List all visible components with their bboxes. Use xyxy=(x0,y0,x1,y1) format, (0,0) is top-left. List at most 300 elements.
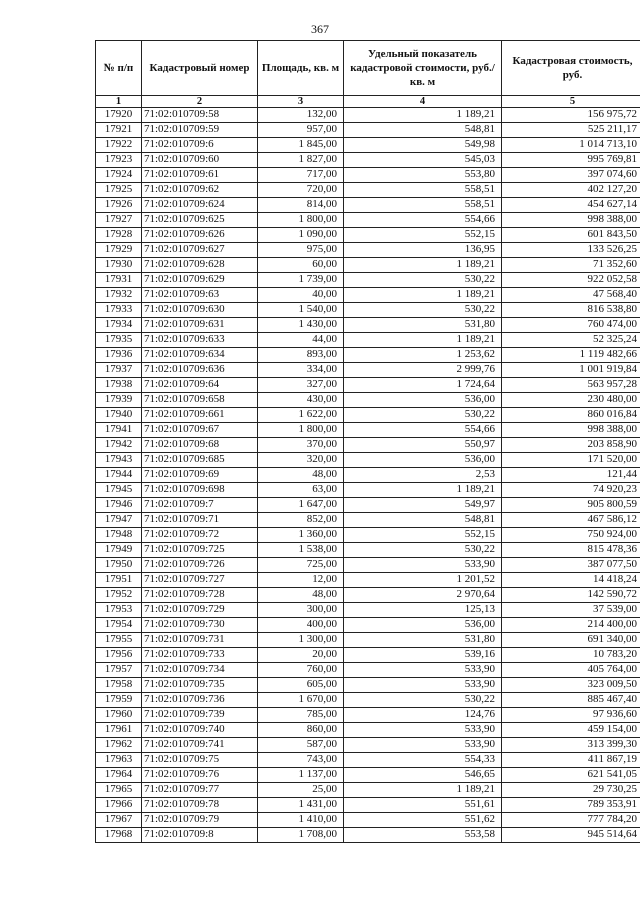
row-number-cell: 17954 xyxy=(96,618,142,633)
specific-value-cell: 1 189,21 xyxy=(344,783,502,798)
row-number-cell: 17966 xyxy=(96,798,142,813)
row-number-cell: 17932 xyxy=(96,288,142,303)
specific-value-cell: 536,00 xyxy=(344,618,502,633)
specific-value-cell: 124,76 xyxy=(344,708,502,723)
table-row xyxy=(96,828,640,843)
table-row xyxy=(96,513,640,528)
area-cell: 20,00 xyxy=(258,648,344,663)
cadastral-number-cell: 71:02:010709:78 xyxy=(142,798,258,813)
cadastral-number-cell: 71:02:010709:628 xyxy=(142,258,258,273)
cadastral-number-cell: 71:02:010709:61 xyxy=(142,168,258,183)
table-row xyxy=(96,108,640,123)
specific-value-cell: 552,15 xyxy=(344,228,502,243)
cadastral-number-cell: 71:02:010709:60 xyxy=(142,153,258,168)
specific-value-cell: 536,00 xyxy=(344,393,502,408)
cadastral-value-cell: 525 211,17 xyxy=(502,123,640,138)
specific-value-cell: 125,13 xyxy=(344,603,502,618)
cadastral-number-cell: 71:02:010709:636 xyxy=(142,363,258,378)
cadastral-number-cell: 71:02:010709:76 xyxy=(142,768,258,783)
area-cell: 1 360,00 xyxy=(258,528,344,543)
table-row xyxy=(96,558,640,573)
cadastral-value-cell: 601 843,50 xyxy=(502,228,640,243)
area-cell: 725,00 xyxy=(258,558,344,573)
specific-value-cell: 1 189,21 xyxy=(344,333,502,348)
specific-value-cell: 1 253,62 xyxy=(344,348,502,363)
cadastral-value-cell: 454 627,14 xyxy=(502,198,640,213)
cadastral-value-cell: 467 586,12 xyxy=(502,513,640,528)
specific-value-cell: 1 189,21 xyxy=(344,108,502,123)
cadastral-number-cell: 71:02:010709:731 xyxy=(142,633,258,648)
column-number: 5 xyxy=(502,96,640,108)
row-number-cell: 17955 xyxy=(96,633,142,648)
table-body xyxy=(96,108,640,843)
area-cell: 860,00 xyxy=(258,723,344,738)
cadastral-number-cell: 71:02:010709:629 xyxy=(142,273,258,288)
header-specific-value: Удельный показатель кадастровой стоимости, руб./кв. м xyxy=(344,41,502,96)
cadastral-value-cell: 860 016,84 xyxy=(502,408,640,423)
cadastral-number-cell: 71:02:010709:698 xyxy=(142,483,258,498)
specific-value-cell: 553,80 xyxy=(344,168,502,183)
specific-value-cell: 1 724,64 xyxy=(344,378,502,393)
row-number-cell: 17944 xyxy=(96,468,142,483)
area-cell: 48,00 xyxy=(258,468,344,483)
row-number-cell: 17960 xyxy=(96,708,142,723)
area-cell: 852,00 xyxy=(258,513,344,528)
row-number-cell: 17926 xyxy=(96,198,142,213)
area-cell: 1 845,00 xyxy=(258,138,344,153)
cadastral-number-cell: 71:02:010709:77 xyxy=(142,783,258,798)
area-cell: 760,00 xyxy=(258,663,344,678)
specific-value-cell: 530,22 xyxy=(344,543,502,558)
cadastral-value-cell: 29 730,25 xyxy=(502,783,640,798)
cadastral-value-cell: 203 858,90 xyxy=(502,438,640,453)
row-number-cell: 17938 xyxy=(96,378,142,393)
cadastral-value-cell: 71 352,60 xyxy=(502,258,640,273)
area-cell: 1 622,00 xyxy=(258,408,344,423)
cadastral-value-cell: 777 784,20 xyxy=(502,813,640,828)
row-number-cell: 17930 xyxy=(96,258,142,273)
row-number-cell: 17931 xyxy=(96,273,142,288)
cadastral-value-cell: 74 920,23 xyxy=(502,483,640,498)
row-number-cell: 17961 xyxy=(96,723,142,738)
cadastral-value-cell: 621 541,05 xyxy=(502,768,640,783)
row-number-cell: 17942 xyxy=(96,438,142,453)
cadastral-number-cell: 71:02:010709:58 xyxy=(142,108,258,123)
cadastral-number-cell: 71:02:010709:634 xyxy=(142,348,258,363)
cadastral-number-cell: 71:02:010709:626 xyxy=(142,228,258,243)
area-cell: 1 647,00 xyxy=(258,498,344,513)
cadastral-value-cell: 1 014 713,10 xyxy=(502,138,640,153)
row-number-cell: 17953 xyxy=(96,603,142,618)
cadastral-value-cell: 387 077,50 xyxy=(502,558,640,573)
table-row xyxy=(96,288,640,303)
specific-value-cell: 545,03 xyxy=(344,153,502,168)
row-number-cell: 17939 xyxy=(96,393,142,408)
specific-value-cell: 550,97 xyxy=(344,438,502,453)
row-number-cell: 17968 xyxy=(96,828,142,843)
cadastral-number-cell: 71:02:010709:726 xyxy=(142,558,258,573)
cadastral-number-cell: 71:02:010709:69 xyxy=(142,468,258,483)
cadastral-value-cell: 995 769,81 xyxy=(502,153,640,168)
cadastral-number-cell: 71:02:010709:658 xyxy=(142,393,258,408)
specific-value-cell: 530,22 xyxy=(344,273,502,288)
specific-value-cell: 539,16 xyxy=(344,648,502,663)
column-number-row xyxy=(96,96,640,108)
cadastral-value-table xyxy=(95,40,640,843)
area-cell: 370,00 xyxy=(258,438,344,453)
table-row xyxy=(96,768,640,783)
column-number: 2 xyxy=(142,96,258,108)
table-row xyxy=(96,183,640,198)
cadastral-number-cell: 71:02:010709:7 xyxy=(142,498,258,513)
specific-value-cell: 1 201,52 xyxy=(344,573,502,588)
cadastral-number-cell: 71:02:010709:730 xyxy=(142,618,258,633)
specific-value-cell: 554,33 xyxy=(344,753,502,768)
specific-value-cell: 551,61 xyxy=(344,798,502,813)
specific-value-cell: 548,81 xyxy=(344,123,502,138)
area-cell: 1 540,00 xyxy=(258,303,344,318)
cadastral-number-cell: 71:02:010709:75 xyxy=(142,753,258,768)
table-row xyxy=(96,408,640,423)
row-number-cell: 17920 xyxy=(96,108,142,123)
specific-value-cell: 1 189,21 xyxy=(344,258,502,273)
cadastral-number-cell: 71:02:010709:739 xyxy=(142,708,258,723)
cadastral-value-cell: 789 353,91 xyxy=(502,798,640,813)
area-cell: 1 827,00 xyxy=(258,153,344,168)
cadastral-value-cell: 133 526,25 xyxy=(502,243,640,258)
cadastral-value-cell: 402 127,20 xyxy=(502,183,640,198)
table-row xyxy=(96,258,640,273)
cadastral-value-cell: 47 568,40 xyxy=(502,288,640,303)
specific-value-cell: 1 189,21 xyxy=(344,288,502,303)
row-number-cell: 17948 xyxy=(96,528,142,543)
row-number-cell: 17925 xyxy=(96,183,142,198)
table-row xyxy=(96,303,640,318)
area-cell: 717,00 xyxy=(258,168,344,183)
cadastral-number-cell: 71:02:010709:630 xyxy=(142,303,258,318)
area-cell: 40,00 xyxy=(258,288,344,303)
table-row xyxy=(96,348,640,363)
area-cell: 814,00 xyxy=(258,198,344,213)
specific-value-cell: 533,90 xyxy=(344,678,502,693)
specific-value-cell: 546,65 xyxy=(344,768,502,783)
table-row xyxy=(96,468,640,483)
cadastral-value-cell: 142 590,72 xyxy=(502,588,640,603)
table-row xyxy=(96,573,640,588)
table-row xyxy=(96,618,640,633)
row-number-cell: 17924 xyxy=(96,168,142,183)
cadastral-value-cell: 998 388,00 xyxy=(502,213,640,228)
area-cell: 1 708,00 xyxy=(258,828,344,843)
table-row xyxy=(96,453,640,468)
cadastral-number-cell: 71:02:010709:71 xyxy=(142,513,258,528)
row-number-cell: 17943 xyxy=(96,453,142,468)
table-row xyxy=(96,708,640,723)
cadastral-value-cell: 885 467,40 xyxy=(502,693,640,708)
area-cell: 334,00 xyxy=(258,363,344,378)
cadastral-number-cell: 71:02:010709:63 xyxy=(142,288,258,303)
table-row xyxy=(96,483,640,498)
cadastral-value-cell: 230 480,00 xyxy=(502,393,640,408)
cadastral-value-cell: 905 800,59 xyxy=(502,498,640,513)
row-number-cell: 17921 xyxy=(96,123,142,138)
area-cell: 893,00 xyxy=(258,348,344,363)
cadastral-number-cell: 71:02:010709:631 xyxy=(142,318,258,333)
area-cell: 975,00 xyxy=(258,243,344,258)
cadastral-value-cell: 313 399,30 xyxy=(502,738,640,753)
cadastral-number-cell: 71:02:010709:72 xyxy=(142,528,258,543)
cadastral-value-cell: 397 074,60 xyxy=(502,168,640,183)
area-cell: 25,00 xyxy=(258,783,344,798)
area-cell: 743,00 xyxy=(258,753,344,768)
area-cell: 12,00 xyxy=(258,573,344,588)
cadastral-number-cell: 71:02:010709:627 xyxy=(142,243,258,258)
column-number: 3 xyxy=(258,96,344,108)
specific-value-cell: 530,22 xyxy=(344,303,502,318)
cadastral-number-cell: 71:02:010709:67 xyxy=(142,423,258,438)
row-number-cell: 17933 xyxy=(96,303,142,318)
specific-value-cell: 558,51 xyxy=(344,198,502,213)
row-number-cell: 17927 xyxy=(96,213,142,228)
table-row xyxy=(96,138,640,153)
area-cell: 720,00 xyxy=(258,183,344,198)
cadastral-number-cell: 71:02:010709:733 xyxy=(142,648,258,663)
table-row xyxy=(96,273,640,288)
table-row xyxy=(96,153,640,168)
specific-value-cell: 2,53 xyxy=(344,468,502,483)
row-number-cell: 17950 xyxy=(96,558,142,573)
cadastral-value-cell: 121,44 xyxy=(502,468,640,483)
cadastral-value-cell: 563 957,28 xyxy=(502,378,640,393)
table-row xyxy=(96,753,640,768)
cadastral-number-cell: 71:02:010709:625 xyxy=(142,213,258,228)
row-number-cell: 17945 xyxy=(96,483,142,498)
row-number-cell: 17952 xyxy=(96,588,142,603)
row-number-cell: 17959 xyxy=(96,693,142,708)
row-number-cell: 17947 xyxy=(96,513,142,528)
cadastral-number-cell: 71:02:010709:633 xyxy=(142,333,258,348)
cadastral-value-cell: 323 009,50 xyxy=(502,678,640,693)
cadastral-number-cell: 71:02:010709:729 xyxy=(142,603,258,618)
header-cadastral-value: Кадастровая стоимость, руб. xyxy=(502,41,640,96)
header-cadastral-number: Кадастровый номер xyxy=(142,41,258,96)
cadastral-value-cell: 37 539,00 xyxy=(502,603,640,618)
cadastral-number-cell: 71:02:010709:68 xyxy=(142,438,258,453)
table-header-row xyxy=(96,41,640,96)
cadastral-value-cell: 998 388,00 xyxy=(502,423,640,438)
specific-value-cell: 549,98 xyxy=(344,138,502,153)
cadastral-number-cell: 71:02:010709:727 xyxy=(142,573,258,588)
cadastral-number-cell: 71:02:010709:741 xyxy=(142,738,258,753)
cadastral-number-cell: 71:02:010709:624 xyxy=(142,198,258,213)
area-cell: 605,00 xyxy=(258,678,344,693)
table-row xyxy=(96,723,640,738)
row-number-cell: 17963 xyxy=(96,753,142,768)
area-cell: 1 431,00 xyxy=(258,798,344,813)
cadastral-value-cell: 97 936,60 xyxy=(502,708,640,723)
row-number-cell: 17936 xyxy=(96,348,142,363)
area-cell: 327,00 xyxy=(258,378,344,393)
area-cell: 400,00 xyxy=(258,618,344,633)
specific-value-cell: 558,51 xyxy=(344,183,502,198)
cadastral-number-cell: 71:02:010709:740 xyxy=(142,723,258,738)
area-cell: 300,00 xyxy=(258,603,344,618)
table-row xyxy=(96,783,640,798)
cadastral-value-cell: 214 400,00 xyxy=(502,618,640,633)
area-cell: 1 739,00 xyxy=(258,273,344,288)
table-row xyxy=(96,798,640,813)
row-number-cell: 17928 xyxy=(96,228,142,243)
area-cell: 430,00 xyxy=(258,393,344,408)
cadastral-number-cell: 71:02:010709:734 xyxy=(142,663,258,678)
area-cell: 1 800,00 xyxy=(258,213,344,228)
specific-value-cell: 531,80 xyxy=(344,633,502,648)
table-row xyxy=(96,543,640,558)
cadastral-value-cell: 750 924,00 xyxy=(502,528,640,543)
area-cell: 1 300,00 xyxy=(258,633,344,648)
cadastral-value-cell: 1 119 482,66 xyxy=(502,348,640,363)
cadastral-number-cell: 71:02:010709:661 xyxy=(142,408,258,423)
specific-value-cell: 531,80 xyxy=(344,318,502,333)
area-cell: 1 137,00 xyxy=(258,768,344,783)
row-number-cell: 17923 xyxy=(96,153,142,168)
table-row xyxy=(96,363,640,378)
cadastral-number-cell: 71:02:010709:62 xyxy=(142,183,258,198)
specific-value-cell: 551,62 xyxy=(344,813,502,828)
table-row xyxy=(96,603,640,618)
specific-value-cell: 2 970,64 xyxy=(344,588,502,603)
area-cell: 60,00 xyxy=(258,258,344,273)
row-number-cell: 17929 xyxy=(96,243,142,258)
cadastral-number-cell: 71:02:010709:685 xyxy=(142,453,258,468)
table-row xyxy=(96,438,640,453)
area-cell: 957,00 xyxy=(258,123,344,138)
row-number-cell: 17941 xyxy=(96,423,142,438)
row-number-cell: 17951 xyxy=(96,573,142,588)
cadastral-value-cell: 156 975,72 xyxy=(502,108,640,123)
area-cell: 1 430,00 xyxy=(258,318,344,333)
cadastral-value-cell: 760 474,00 xyxy=(502,318,640,333)
specific-value-cell: 1 189,21 xyxy=(344,483,502,498)
table-row xyxy=(96,198,640,213)
area-cell: 1 090,00 xyxy=(258,228,344,243)
cadastral-value-cell: 922 052,58 xyxy=(502,273,640,288)
specific-value-cell: 536,00 xyxy=(344,453,502,468)
specific-value-cell: 136,95 xyxy=(344,243,502,258)
header-area: Площадь, кв. м xyxy=(258,41,344,96)
area-cell: 587,00 xyxy=(258,738,344,753)
table-row xyxy=(96,648,640,663)
area-cell: 1 670,00 xyxy=(258,693,344,708)
table-row xyxy=(96,633,640,648)
table-row xyxy=(96,378,640,393)
table-row xyxy=(96,663,640,678)
row-number-cell: 17957 xyxy=(96,663,142,678)
column-number: 1 xyxy=(96,96,142,108)
specific-value-cell: 553,58 xyxy=(344,828,502,843)
area-cell: 1 800,00 xyxy=(258,423,344,438)
area-cell: 1 410,00 xyxy=(258,813,344,828)
cadastral-number-cell: 71:02:010709:735 xyxy=(142,678,258,693)
row-number-cell: 17922 xyxy=(96,138,142,153)
specific-value-cell: 549,97 xyxy=(344,498,502,513)
cadastral-value-cell: 1 001 919,84 xyxy=(502,363,640,378)
row-number-cell: 17935 xyxy=(96,333,142,348)
page-number: 367 xyxy=(311,22,329,36)
cadastral-number-cell: 71:02:010709:8 xyxy=(142,828,258,843)
specific-value-cell: 533,90 xyxy=(344,738,502,753)
header-row-number: № п/п xyxy=(96,41,142,96)
table-row xyxy=(96,333,640,348)
table-row xyxy=(96,813,640,828)
column-number: 4 xyxy=(344,96,502,108)
cadastral-number-cell: 71:02:010709:736 xyxy=(142,693,258,708)
cadastral-value-cell: 405 764,00 xyxy=(502,663,640,678)
table-row xyxy=(96,318,640,333)
specific-value-cell: 548,81 xyxy=(344,513,502,528)
row-number-cell: 17965 xyxy=(96,783,142,798)
table-row xyxy=(96,423,640,438)
cadastral-number-cell: 71:02:010709:59 xyxy=(142,123,258,138)
cadastral-value-cell: 816 538,80 xyxy=(502,303,640,318)
table-row xyxy=(96,738,640,753)
cadastral-value-cell: 691 340,00 xyxy=(502,633,640,648)
table-row xyxy=(96,168,640,183)
area-cell: 48,00 xyxy=(258,588,344,603)
specific-value-cell: 552,15 xyxy=(344,528,502,543)
row-number-cell: 17946 xyxy=(96,498,142,513)
table-row xyxy=(96,498,640,513)
cadastral-value-cell: 945 514,64 xyxy=(502,828,640,843)
area-cell: 63,00 xyxy=(258,483,344,498)
row-number-cell: 17958 xyxy=(96,678,142,693)
row-number-cell: 17956 xyxy=(96,648,142,663)
row-number-cell: 17967 xyxy=(96,813,142,828)
specific-value-cell: 530,22 xyxy=(344,693,502,708)
area-cell: 44,00 xyxy=(258,333,344,348)
cadastral-value-cell: 171 520,00 xyxy=(502,453,640,468)
specific-value-cell: 533,90 xyxy=(344,558,502,573)
table-row xyxy=(96,123,640,138)
cadastral-number-cell: 71:02:010709:728 xyxy=(142,588,258,603)
row-number-cell: 17964 xyxy=(96,768,142,783)
specific-value-cell: 554,66 xyxy=(344,213,502,228)
specific-value-cell: 2 999,76 xyxy=(344,363,502,378)
specific-value-cell: 533,90 xyxy=(344,663,502,678)
cadastral-number-cell: 71:02:010709:6 xyxy=(142,138,258,153)
area-cell: 1 538,00 xyxy=(258,543,344,558)
table-row xyxy=(96,243,640,258)
specific-value-cell: 554,66 xyxy=(344,423,502,438)
cadastral-number-cell: 71:02:010709:64 xyxy=(142,378,258,393)
table-row xyxy=(96,213,640,228)
cadastral-value-cell: 14 418,24 xyxy=(502,573,640,588)
specific-value-cell: 530,22 xyxy=(344,408,502,423)
table-row xyxy=(96,678,640,693)
cadastral-value-cell: 52 325,24 xyxy=(502,333,640,348)
area-cell: 785,00 xyxy=(258,708,344,723)
table-row xyxy=(96,393,640,408)
row-number-cell: 17949 xyxy=(96,543,142,558)
table-row xyxy=(96,528,640,543)
area-cell: 320,00 xyxy=(258,453,344,468)
cadastral-value-cell: 459 154,00 xyxy=(502,723,640,738)
area-cell: 132,00 xyxy=(258,108,344,123)
table-row xyxy=(96,588,640,603)
row-number-cell: 17940 xyxy=(96,408,142,423)
row-number-cell: 17937 xyxy=(96,363,142,378)
table-row xyxy=(96,693,640,708)
